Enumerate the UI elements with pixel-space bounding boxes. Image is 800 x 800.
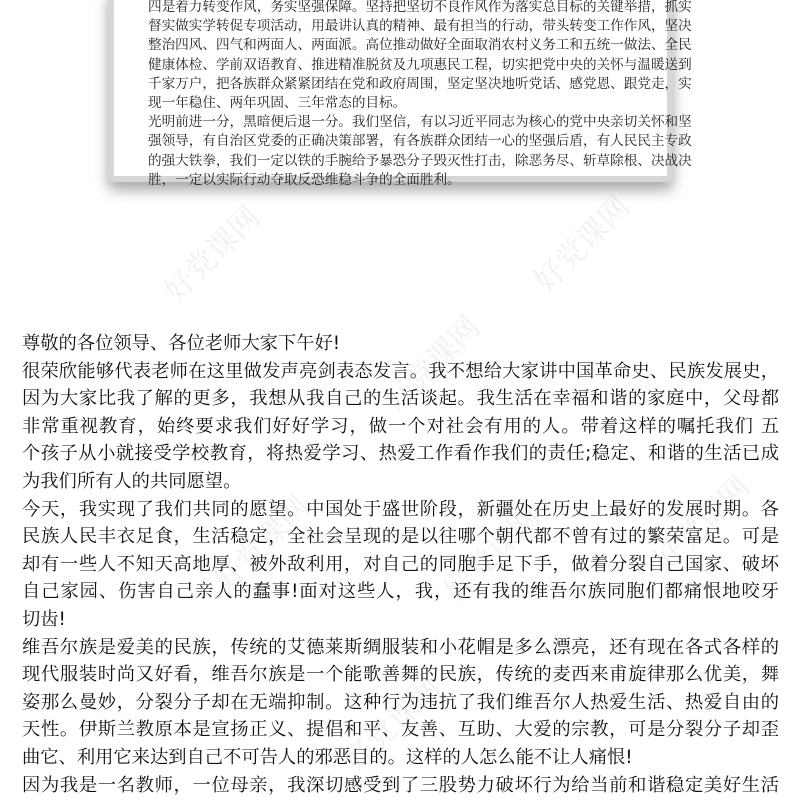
text-line: 切齿! <box>22 608 66 630</box>
text-line: 自己家园、伤害自己亲人的蠢事!面对这些人，我，还有我的维吾尔族同胞们都痛恨地咬牙 <box>22 581 779 603</box>
text-line: 强领导，有自治区党委的正确决策部署，有各族群众团结一心的坚强后盾，有人民民主专政 <box>148 133 692 150</box>
card-body-text <box>148 0 692 190</box>
watermark: 好党课网 <box>437 499 548 610</box>
text-line: 现代服装时尚又好看，维吾尔族是一个能歌善舞的民族，传统的麦西来甫旋律那么优美，舞 <box>22 664 779 686</box>
watermark: 好党课网 <box>377 309 488 420</box>
text-line: 很荣欣能够代表老师在这里做发声亮剑表态发言。我不想给大家讲中国革命史、民族发展史， <box>22 360 779 382</box>
watermark: 好党课网 <box>207 489 318 600</box>
text-line: 千家万户，把各族群众紧紧团结在党和政府周围，坚定坚决地听党话、感党恩、跟党走，实 <box>148 75 692 92</box>
text-line: 光明前进一分，黑暗便后退一分。我们坚信，有以习近平同志为核心的党中央亲切关怀和坚 <box>148 114 692 131</box>
text-line: 非常重视教育，始终要求我们好好学习，做一个对社会有用的人。带着这样的嘱托我们 五 <box>22 415 779 437</box>
text-line: 胜，一定以实际行动夺取反恐维稳斗争的全面胜利。 <box>148 171 461 188</box>
text-line: 个孩子从小就接受学校教育，将热爱学习、热爱工作看作我们的责任;稳定、和谐的生活已成 <box>22 443 779 465</box>
text-line: 的强大铁拳，我们一定以铁的手腕给予暴恐分子毁灭性打击，除恶务尽、斩草除根、决战决 <box>148 152 692 169</box>
text-line: 整治四风、四气和两面人、两面派。高位推动做好全面取消农村义务工和五统一做法、全民 <box>148 37 692 54</box>
watermark: 好党课网 <box>157 199 268 310</box>
document-page <box>114 0 692 188</box>
text-line: 今天，我实现了我们共同的愿望。中国处于盛世阶段，新疆处在历史上最好的发展时期。各 <box>22 498 779 520</box>
text-line: 因为大家比我了解的更多，我想从我自己的生活谈起。我生活在幸福和谐的家庭中，父母都 <box>22 388 779 410</box>
text-line: 民族人民丰衣足食，生活稳定，全社会呈现的是以往哪个朝代都不曾有过的繁荣富足。可是 <box>22 526 779 548</box>
text-line: 尊敬的各位领导、各位老师大家下午好! <box>22 333 341 354</box>
watermark: 好党课网 <box>527 189 638 300</box>
text-line: 却有一些人不知天高地厚、被外敌利用，对自己的同胞手足下手，做着分裂自己国家、破坏 <box>22 553 779 575</box>
text-line: 曲它、利用它来达到自己不可告人的邪恶目的。这样的人怎么能不让人痛恨! <box>22 746 633 768</box>
text-line: 姿那么曼妙，分裂分子却在无端抑制。这种行为违抗了我们维吾尔人热爱生活、热爱自由的 <box>22 691 779 713</box>
document-preview-card <box>108 0 692 188</box>
text-line: 维吾尔族是爱美的民族，传统的艾德莱斯绸服装和小花帽是多么漂亮，还有现在各式各样的 <box>22 636 779 658</box>
text-line: 为我们所有人的共同愿望。 <box>22 470 242 492</box>
speech-body-text <box>22 330 779 799</box>
watermark: 好党课网 <box>647 469 758 580</box>
text-line: 四是着力转变作风，务实坚强保障。坚持把坚切不良作风作为落实总目标的关键举措，抓实 <box>148 0 692 15</box>
text-line: 因为我是一名教师，一位母亲，我深切感受到了三股势力破坏行为给当前和谐稳定美好生活 <box>22 774 779 796</box>
text-line: 现一年稳住、两年巩固、三年常态的目标。 <box>148 94 407 111</box>
watermark: 好党课网 <box>337 669 448 780</box>
text-line: 天性。伊斯兰教原本是宣扬正义、提倡和平、友善、互助、大爱的宗教，可是分裂分子却歪 <box>22 719 779 741</box>
text-line: 督实做实学转促专项活动，用最讲认真的精神、最有担当的行动，带头转变工作作风，坚决 <box>148 18 692 35</box>
text-line: 健康体检、学前双语教育、推进精准脱贫及九项惠民工程，切实把党中央的关怀与温暖送到 <box>148 56 692 73</box>
